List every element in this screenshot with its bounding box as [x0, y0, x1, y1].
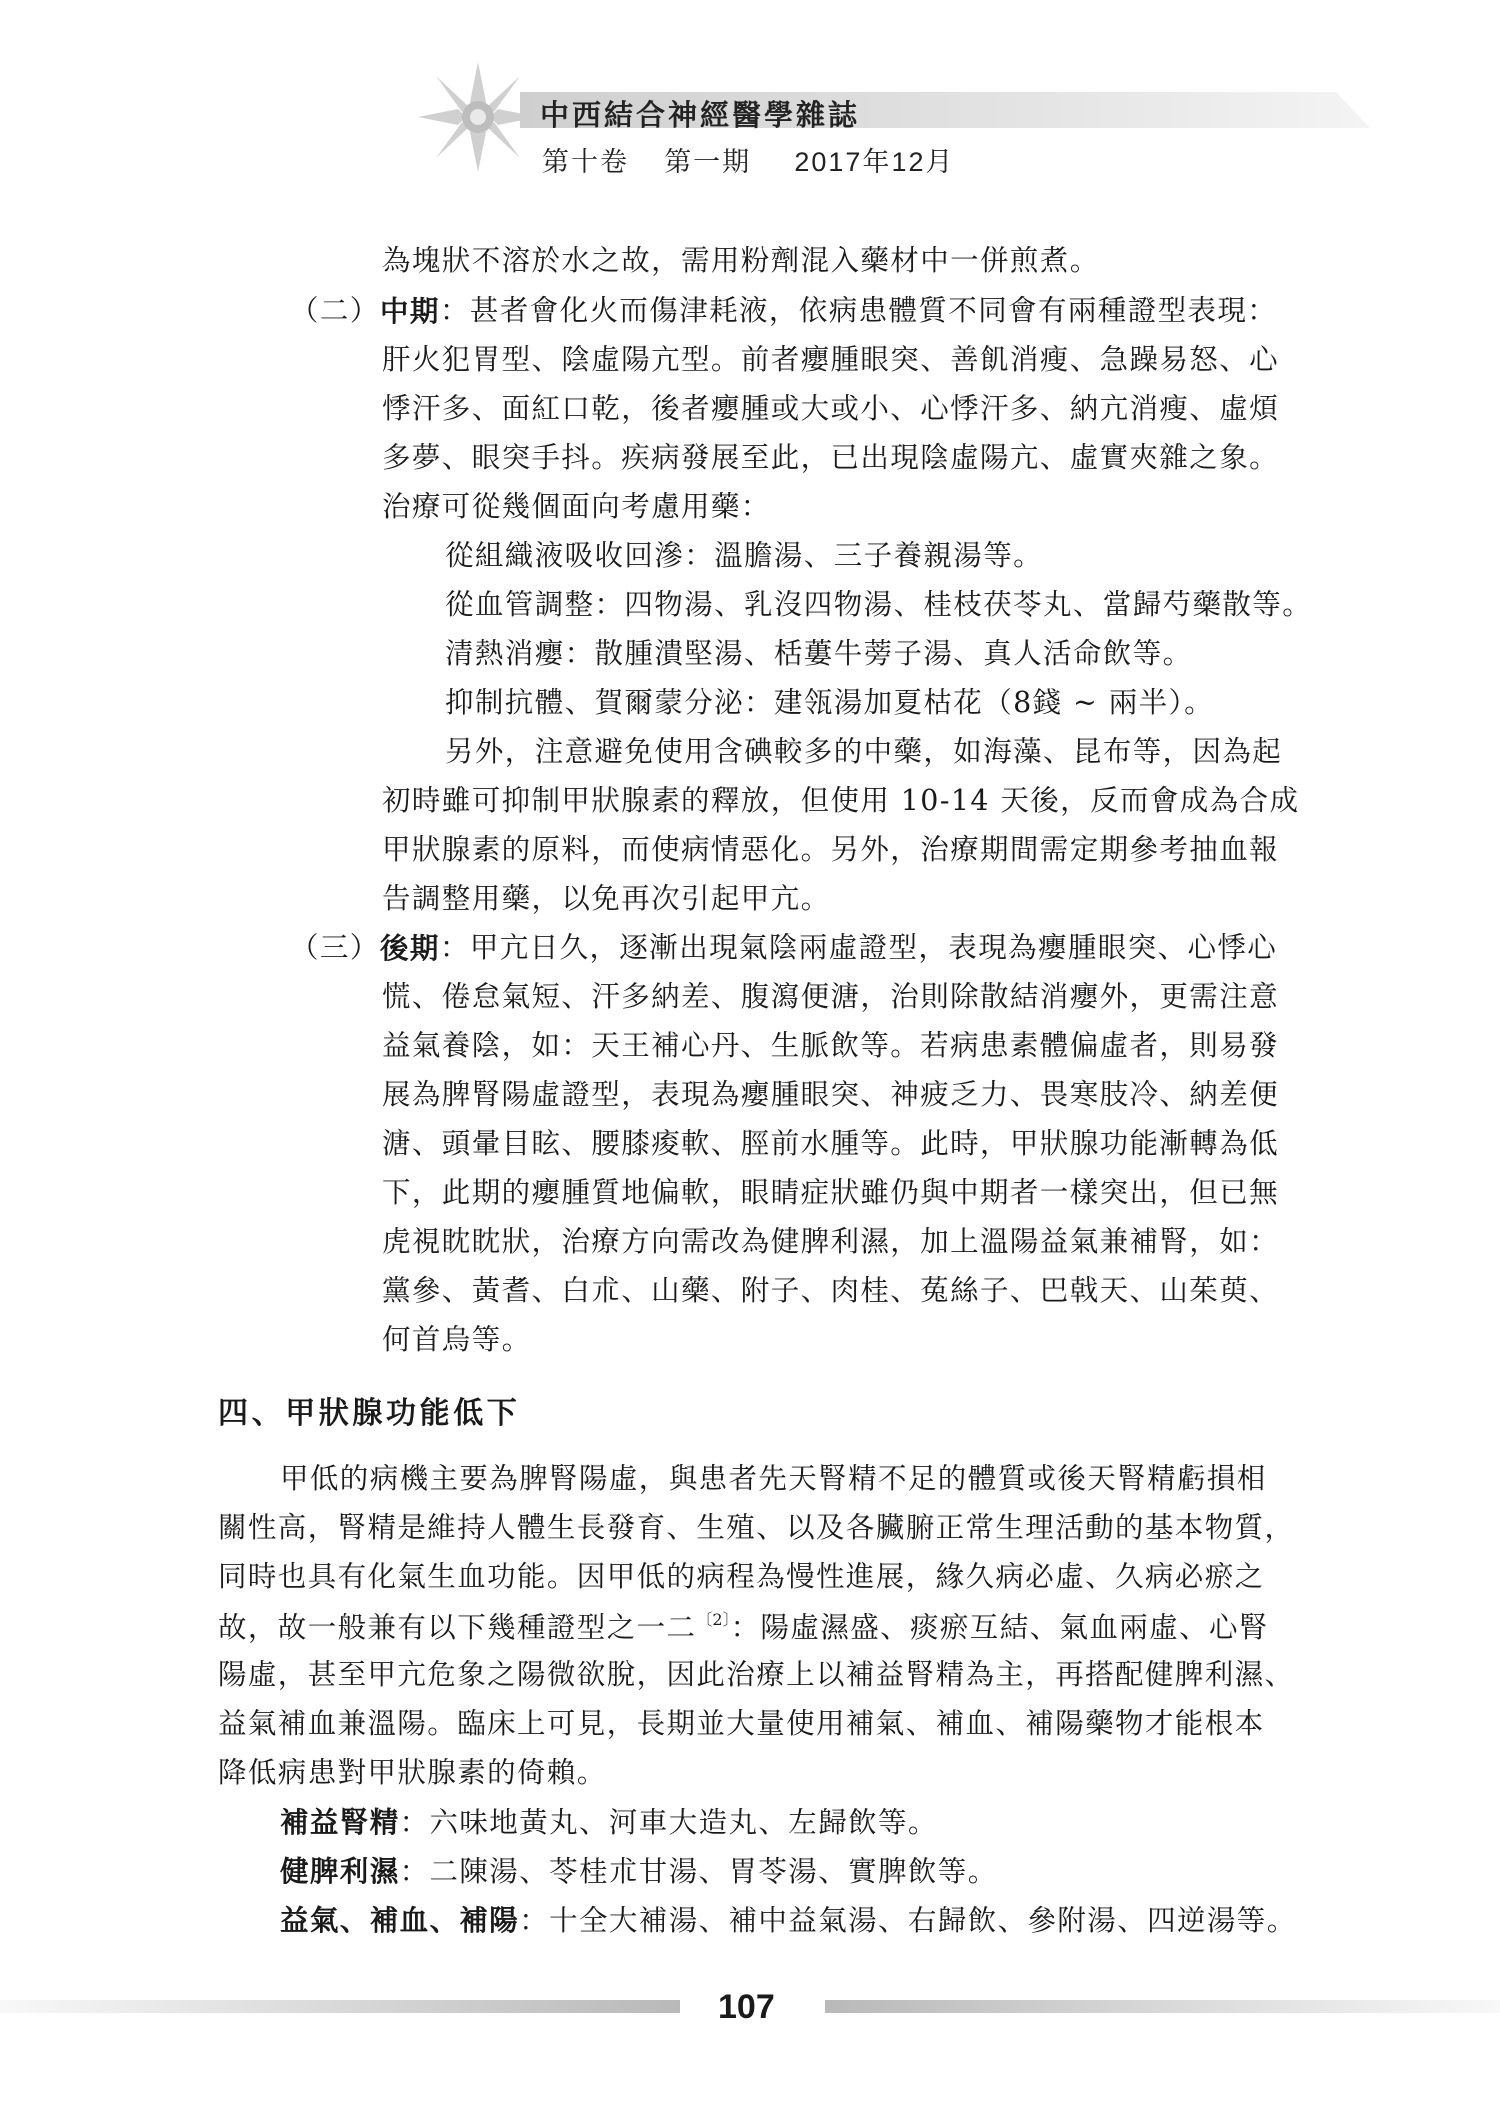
footer-rule-left	[0, 2000, 680, 2013]
treatment-label: 健脾利濕	[280, 1854, 400, 1888]
treatment-text: ：十全大補湯、補中益氣湯、右歸飲、參附湯、四逆湯等。	[519, 1904, 1297, 1937]
list-marker: （三）	[290, 931, 380, 964]
text-line: 關性高，腎精是維持人體生長發育、生殖、以及各臟腑正常生理活動的基本物質，	[218, 1511, 1295, 1544]
text-line: 悸汗多、面紅口乾，後者癭腫或大或小、心悸汗多、納亢消瘦、虛煩	[382, 392, 1280, 425]
section-heading: 四、甲狀腺功能低下	[218, 1396, 521, 1431]
issue-date: 2017年12月	[794, 147, 955, 177]
treatment-line	[280, 1903, 1297, 1937]
text-line: 溏、頭暈目眩、腰膝痠軟、脛前水腫等。此時，甲狀腺功能漸轉為低	[382, 1127, 1280, 1160]
text-line: 益氣補血兼溫陽。臨床上可見，長期並大量使用補氣、補血、補陽藥物才能根本	[218, 1707, 1265, 1740]
text-line: 益氣養陰，如：天王補心丹、生脈飲等。若病患素體偏虛者，則易發	[382, 1029, 1280, 1062]
text-line: 展為脾腎陽虛證型，表現為癭腫眼突、神疲乏力、畏寒肢冷、納差便	[382, 1078, 1280, 1111]
treatment-text: ：六味地黃丸、河車大造丸、左歸飲等。	[399, 1806, 938, 1839]
subsection-label: 後期	[380, 931, 440, 965]
text-line	[218, 1612, 1269, 1643]
text-line: 陽虛，甚至甲亢危象之陽微欲脫，因此治療上以補益腎精為主，再搭配健脾利濕、	[218, 1658, 1295, 1691]
page-number: 107	[718, 1988, 775, 2026]
text-line: 治療可從幾個面向考慮用藥：	[382, 490, 771, 523]
text-line: 虎視眈眈狀，治療方向需改為健脾利濕，加上溫陽益氣兼補腎，如：	[382, 1225, 1280, 1258]
text-line: 下，此期的癭腫質地偏軟，眼睛症狀雖仍與中期者一樣突出，但已無	[382, 1176, 1280, 1209]
text-line: 多夢、眼突手抖。疾病發展至此，已出現陰虛陽亢、虛實夾雜之象。	[382, 441, 1280, 474]
text-line: 何首烏等。	[382, 1323, 532, 1356]
text-line: 初時雖可抑制甲狀腺素的釋放，但使用 10-14 天後，反而會成為合成	[382, 784, 1300, 817]
issue: 第一期	[664, 147, 752, 178]
footer-rule-right	[825, 2000, 1500, 2013]
text-span: 故，故一般兼有以下幾種證型之一二	[218, 1611, 697, 1644]
text-line: 慌、倦怠氣短、汗多納差、腹瀉便溏，治則除散結消癭外，更需注意	[382, 980, 1280, 1013]
text-line: 告調整用藥，以免再次引起甲亢。	[382, 882, 831, 915]
text-line: 另外，注意避免使用含碘較多的中藥，如海藻、昆布等，因為起	[445, 735, 1283, 768]
citation-ref: 〔2〕	[696, 1610, 731, 1629]
text-line: 甲狀腺素的原料，而使病情惡化。另外，治療期間需定期參考抽血報	[382, 833, 1280, 866]
treatment-label: 益氣、補血、補陽	[280, 1903, 520, 1937]
text-line: 同時也具有化氣生血功能。因甲低的病程為慢性進展，緣久病必虛、久病必瘀之	[218, 1560, 1265, 1593]
text-line: 降低病患對甲狀腺素的倚賴。	[218, 1756, 607, 1789]
treatment-label: 補益腎精	[280, 1805, 400, 1839]
text-span: ：陽虛濕盛、痰瘀互結、氣血兩虛、心腎	[730, 1611, 1269, 1644]
text-line: ：甲亢日久，逐漸出現氣陰兩虛證型，表現為癭腫眼突、心悸心	[440, 931, 1278, 964]
text-line: 甲低的病機主要為脾腎陽虛，與患者先天腎精不足的體質或後天腎精虧損相	[280, 1462, 1267, 1495]
text-line: 黨參、黃耆、白朮、山藥、附子、肉桂、菟絲子、巴戟天、山茱萸、	[382, 1274, 1280, 1307]
treatment-line	[280, 1854, 998, 1888]
treatment-line: 清熱消癭：散腫潰堅湯、栝蔞牛蒡子湯、真人活命飲等。	[445, 637, 1193, 670]
text-line: ：甚者會化火而傷津耗液，依病患體質不同會有兩種證型表現：	[440, 294, 1278, 327]
treatment-text: ：二陳湯、苓桂朮甘湯、胃苓湯、實脾飲等。	[399, 1855, 998, 1888]
text-line: 為塊狀不溶於水之故，需用粉劑混入藥材中一併煎煮。	[382, 244, 1100, 277]
subsection-label: 中期	[380, 294, 440, 328]
treatment-line	[280, 1805, 938, 1839]
list-marker: （二）	[290, 294, 380, 327]
journal-title: 中西結合神經醫學雜誌	[540, 98, 861, 132]
treatment-line: 從血管調整：四物湯、乳沒四物湯、桂枝茯苓丸、當歸芍藥散等。	[445, 588, 1313, 621]
treatment-line: 抑制抗體、賀爾蒙分泌：建瓴湯加夏枯花（8錢 ~ 兩半）。	[445, 686, 1215, 719]
text-line: 肝火犯胃型、陰虛陽亢型。前者癭腫眼突、善飢消瘦、急躁易怒、心	[382, 343, 1280, 376]
treatment-line: 從組織液吸收回滲：溫膽湯、三子養親湯等。	[445, 539, 1044, 572]
volume: 第十卷	[542, 147, 629, 178]
